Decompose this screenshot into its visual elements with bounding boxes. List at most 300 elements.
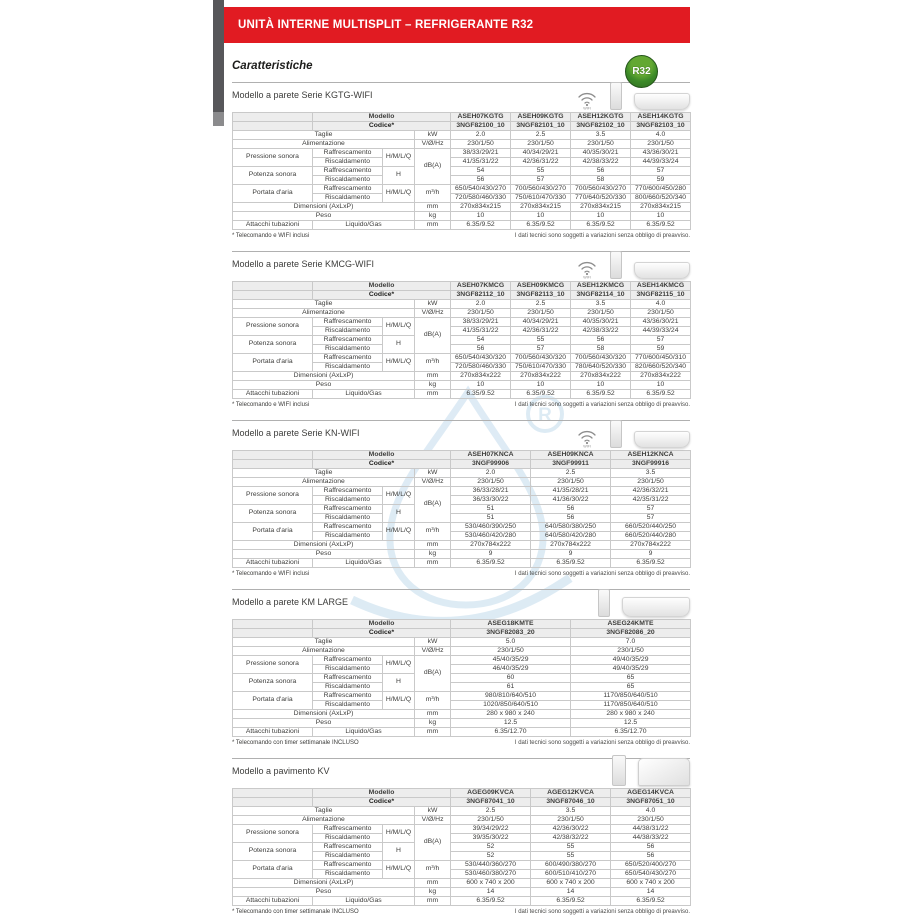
unit-cell: mm: [415, 559, 451, 568]
row-label: Portata d'aria: [233, 523, 313, 541]
model-code: 3NGF82115_10: [631, 291, 691, 300]
remote-control-image: [610, 82, 622, 110]
value-cell: 6.35/9.52: [531, 559, 611, 568]
value-cell: 2.5: [451, 807, 531, 816]
value-cell: 40/35/30/21: [571, 318, 631, 327]
value-cell: 770/600/450/280: [631, 185, 691, 194]
value-cell: 6.35/9.52: [451, 897, 531, 906]
value-cell: 6.35/9.52: [451, 559, 531, 568]
value-cell: 42/36/32/21: [611, 487, 691, 496]
footnote-left: * Telecomando e WIFI inclusi: [232, 571, 310, 577]
svg-text:WIFI: WIFI: [583, 275, 591, 280]
row-label: Potenza sonora: [233, 674, 313, 692]
value-cell: 2.5: [511, 131, 571, 140]
model-code: 3NGF87051_10: [611, 798, 691, 807]
unit-cell: kW: [415, 469, 451, 478]
row-label: Dimensioni (AxLxP): [233, 203, 415, 212]
sub-label: Riscaldamento: [313, 532, 383, 541]
spec-table: [232, 619, 691, 737]
model-code: 3NGF87041_10: [451, 798, 531, 807]
row-label: Peso: [233, 550, 415, 559]
value-cell: 530/460/380/270: [451, 870, 531, 879]
value-cell: 43/36/30/21: [631, 318, 691, 327]
value-cell: 6.35/9.52: [631, 390, 691, 399]
model-code: 3NGF82086_20: [571, 629, 691, 638]
table-row: [233, 807, 691, 816]
value-cell: 650/540/430/320: [451, 354, 511, 363]
sub-label: Raffrescamento: [313, 318, 383, 327]
value-cell: 230/1/50: [631, 309, 691, 318]
table-row: [233, 300, 691, 309]
value-cell: 40/34/29/21: [511, 149, 571, 158]
value-cell: 55: [531, 843, 611, 852]
value-cell: 46/40/35/29: [451, 665, 571, 674]
sub-label: Riscaldamento: [313, 363, 383, 372]
row-label: Alimentazione: [233, 647, 415, 656]
sub-label: Riscaldamento: [313, 514, 383, 523]
row-label: Taglie: [233, 300, 415, 309]
table-row: [233, 629, 691, 638]
spec-table: [232, 281, 691, 399]
sub-label: Liquido/Gas: [313, 221, 415, 230]
product-icons: [576, 420, 690, 448]
value-cell: 980/810/640/510: [451, 692, 571, 701]
value-cell: 230/1/50: [571, 140, 631, 149]
value-cell: 44/39/33/24: [631, 158, 691, 167]
table-row: [233, 212, 691, 221]
value-cell: 10: [631, 381, 691, 390]
table-cell: [233, 122, 313, 131]
value-cell: 61: [451, 683, 571, 692]
footnote-left: * Telecomando e WIFI inclusi: [232, 233, 310, 239]
sub-label: Riscaldamento: [313, 327, 383, 336]
value-cell: 3.5: [571, 131, 631, 140]
value-cell: 800/660/520/340: [631, 194, 691, 203]
value-cell: 700/560/430/320: [571, 354, 631, 363]
table-row: [233, 789, 691, 798]
spec-table: [232, 112, 691, 230]
value-cell: 600 x 740 x 200: [451, 879, 531, 888]
row-label: Dimensioni (AxLxP): [233, 710, 415, 719]
row-label: Alimentazione: [233, 140, 415, 149]
row-label: Taglie: [233, 807, 415, 816]
row-label: Attacchi tubazioni: [233, 897, 313, 906]
value-cell: 57: [611, 514, 691, 523]
value-cell: 230/1/50: [511, 140, 571, 149]
product-icons: [612, 755, 690, 786]
value-cell: 59: [631, 345, 691, 354]
unit-cell: kg: [415, 719, 451, 728]
row-label: Portata d'aria: [233, 185, 313, 203]
value-cell: 58: [571, 345, 631, 354]
table-row: [233, 656, 691, 665]
table-row: [233, 647, 691, 656]
value-cell: 530/440/360/270: [451, 861, 531, 870]
value-cell: 6.35/9.52: [571, 221, 631, 230]
value-cell: 56: [611, 843, 691, 852]
model-name: AGEG12KVCA: [531, 789, 611, 798]
model-name: ASEH14KMCG: [631, 282, 691, 291]
value-cell: 6.35/9.52: [451, 221, 511, 230]
footnote-right: I dati tecnici sono soggetti a variazioni senza obbligo di preavviso.: [514, 909, 690, 915]
value-cell: 14: [611, 888, 691, 897]
table-row: [233, 816, 691, 825]
table-cell: [233, 620, 313, 629]
table-cell: [233, 451, 313, 460]
row-label: Dimensioni (AxLxP): [233, 541, 415, 550]
footnote-left: * Telecomando con timer settimanale INCLUSO: [232, 740, 359, 746]
table-cell: [233, 282, 313, 291]
value-cell: 57: [511, 176, 571, 185]
value-cell: 6.35/9.52: [571, 390, 631, 399]
value-cell: 9: [451, 550, 531, 559]
r32-badge: [625, 55, 658, 88]
value-cell: 41/35/31/22: [451, 327, 511, 336]
spec-table-host: [232, 788, 690, 906]
unit-cell: mm: [415, 541, 451, 550]
value-cell: 600 x 740 x 200: [531, 879, 611, 888]
value-cell: 230/1/50: [531, 816, 611, 825]
value-cell: 600/490/380/270: [531, 861, 611, 870]
table-row: [233, 140, 691, 149]
unit-cell: dB(A): [415, 825, 451, 861]
unit-cell: m³/h: [415, 354, 451, 372]
unit-cell: dB(A): [415, 656, 451, 692]
spec-table-host: [232, 450, 690, 568]
table-row: [233, 122, 691, 131]
value-cell: 42/38/33/22: [571, 327, 631, 336]
table-row: [233, 487, 691, 496]
row-label: Potenza sonora: [233, 505, 313, 523]
row-label: Pressione sonora: [233, 656, 313, 674]
row-label: Potenza sonora: [233, 843, 313, 861]
table-row: [233, 638, 691, 647]
sub-label: Liquido/Gas: [313, 897, 415, 906]
value-cell: 56: [451, 345, 511, 354]
section-km-large: [232, 589, 690, 748]
table-row: [233, 719, 691, 728]
value-cell: 700/560/430/270: [571, 185, 631, 194]
value-cell: 6.35/9.52: [511, 221, 571, 230]
row-label: Peso: [233, 381, 415, 390]
value-cell: 3.5: [611, 469, 691, 478]
wifi-icon: [576, 258, 598, 279]
qualifier-cell: H/M/L/Q: [383, 354, 415, 372]
qualifier-cell: H: [383, 336, 415, 354]
model-name: ASEH09KNCA: [531, 451, 611, 460]
value-cell: 42/38/33/22: [571, 158, 631, 167]
value-cell: 3.5: [571, 300, 631, 309]
row-label: Potenza sonora: [233, 336, 313, 354]
model-code: 3NGF87046_10: [531, 798, 611, 807]
spec-table-host: [232, 619, 690, 737]
value-cell: 6.35/12.70: [571, 728, 691, 737]
value-cell: 40/34/29/21: [511, 318, 571, 327]
value-cell: 1170/850/640/510: [571, 701, 691, 710]
table-row: [233, 469, 691, 478]
model-code: 3NGF99906: [451, 460, 531, 469]
footnote-left: * Telecomando con timer settimanale INCLUSO: [232, 909, 359, 915]
row-label: Taglie: [233, 469, 415, 478]
row-label: Alimentazione: [233, 309, 415, 318]
value-cell: 36/33/30/22: [451, 496, 531, 505]
unit-cell: kW: [415, 807, 451, 816]
row-label: Alimentazione: [233, 478, 415, 487]
row-label: Dimensioni (AxLxP): [233, 372, 415, 381]
value-cell: 270x834x222: [571, 372, 631, 381]
row-label: Attacchi tubazioni: [233, 221, 313, 230]
value-cell: 1170/850/640/510: [571, 692, 691, 701]
sub-label: Liquido/Gas: [313, 728, 415, 737]
modello-header: Modello: [313, 113, 451, 122]
row-label: Pressione sonora: [233, 318, 313, 336]
qualifier-cell: H/M/L/Q: [383, 523, 415, 541]
value-cell: 270x834x215: [451, 203, 511, 212]
unit-cell: mm: [415, 221, 451, 230]
product-icons: [598, 589, 690, 617]
table-row: [233, 372, 691, 381]
value-cell: 720/580/460/330: [451, 363, 511, 372]
model-name: ASEG24KMTE: [571, 620, 691, 629]
value-cell: 660/520/440/250: [611, 523, 691, 532]
unit-cell: V/Ø/Hz: [415, 647, 451, 656]
value-cell: 640/580/420/280: [531, 532, 611, 541]
table-row: [233, 460, 691, 469]
value-cell: 640/580/380/250: [531, 523, 611, 532]
table-row: [233, 861, 691, 870]
table-row: [233, 728, 691, 737]
footnote-right: I dati tecnici sono soggetti a variazioni senza obbligo di preavviso.: [514, 233, 690, 239]
unit-cell: V/Ø/Hz: [415, 478, 451, 487]
table-row: [233, 451, 691, 460]
model-code: 3NGF99911: [531, 460, 611, 469]
table-row: [233, 674, 691, 683]
row-label: Pressione sonora: [233, 825, 313, 843]
unit-cell: mm: [415, 390, 451, 399]
table-row: [233, 336, 691, 345]
table-cell: [233, 798, 313, 807]
value-cell: 270x784x222: [611, 541, 691, 550]
table-row: [233, 221, 691, 230]
model-name: AGEG14KVCA: [611, 789, 691, 798]
value-cell: 59: [631, 176, 691, 185]
table-cell: [233, 629, 313, 638]
sub-label: Raffrescamento: [313, 692, 383, 701]
section-title: Modello a pavimento KV: [232, 766, 330, 776]
sub-label: Liquido/Gas: [313, 559, 415, 568]
value-cell: 43/36/30/21: [631, 149, 691, 158]
table-row: [233, 185, 691, 194]
row-label: Portata d'aria: [233, 861, 313, 879]
value-cell: 230/1/50: [511, 309, 571, 318]
value-cell: 820/660/520/340: [631, 363, 691, 372]
model-name: ASEH12KGTG: [571, 113, 631, 122]
value-cell: 44/38/31/22: [611, 825, 691, 834]
table-row: [233, 505, 691, 514]
wifi-icon: [576, 427, 598, 448]
value-cell: 270x784x222: [531, 541, 611, 550]
row-label: Attacchi tubazioni: [233, 728, 313, 737]
value-cell: 55: [531, 852, 611, 861]
sub-label: Liquido/Gas: [313, 390, 415, 399]
value-cell: 270x784x222: [451, 541, 531, 550]
sub-label: Raffrescamento: [313, 354, 383, 363]
sub-label: Riscaldamento: [313, 665, 383, 674]
row-label: Peso: [233, 888, 415, 897]
value-cell: 600/510/410/270: [531, 870, 611, 879]
page-edge-shadow: [213, 0, 224, 112]
qualifier-cell: H: [383, 505, 415, 523]
qualifier-cell: H/M/L/Q: [383, 861, 415, 879]
wall-unit-image: [634, 93, 690, 110]
section-kmcg-wifi: [232, 251, 690, 410]
value-cell: 9: [611, 550, 691, 559]
value-cell: 7.0: [571, 638, 691, 647]
value-cell: 650/540/430/270: [451, 185, 511, 194]
value-cell: 56: [571, 336, 631, 345]
value-cell: 650/540/430/270: [611, 870, 691, 879]
value-cell: 41/36/30/22: [531, 496, 611, 505]
unit-cell: kg: [415, 381, 451, 390]
row-label: Alimentazione: [233, 816, 415, 825]
remote-control-image: [610, 420, 622, 448]
qualifier-cell: H: [383, 674, 415, 692]
unit-cell: m³/h: [415, 185, 451, 203]
row-label: Attacchi tubazioni: [233, 559, 313, 568]
model-name: ASEH07KNCA: [451, 451, 531, 460]
value-cell: 2.5: [511, 300, 571, 309]
unit-cell: kW: [415, 638, 451, 647]
model-name: AGEG09KVCA: [451, 789, 531, 798]
spec-table: [232, 788, 691, 906]
value-cell: 530/460/390/250: [451, 523, 531, 532]
value-cell: 54: [451, 167, 511, 176]
wall-unit-image: [622, 597, 690, 617]
unit-cell: m³/h: [415, 861, 451, 879]
value-cell: 42/36/31/22: [511, 327, 571, 336]
table-row: [233, 318, 691, 327]
table-row: [233, 167, 691, 176]
footnote-left: * Telecomando e WIFI inclusi: [232, 402, 310, 408]
sub-label: Raffrescamento: [313, 336, 383, 345]
value-cell: 65: [571, 674, 691, 683]
table-row: [233, 620, 691, 629]
value-cell: 12.5: [451, 719, 571, 728]
row-label: Peso: [233, 212, 415, 221]
value-cell: 40/35/30/21: [571, 149, 631, 158]
table-cell: [233, 789, 313, 798]
value-cell: 230/1/50: [571, 647, 691, 656]
row-label: Dimensioni (AxLxP): [233, 879, 415, 888]
value-cell: 56: [531, 514, 611, 523]
value-cell: 55: [511, 336, 571, 345]
unit-cell: kW: [415, 300, 451, 309]
value-cell: 6.35/9.52: [611, 897, 691, 906]
value-cell: 1020/850/640/510: [451, 701, 571, 710]
value-cell: 49/40/35/29: [571, 665, 691, 674]
table-cell: [233, 291, 313, 300]
value-cell: 54: [451, 336, 511, 345]
codice-header: Codice*: [313, 291, 451, 300]
model-code: 3NGF82103_10: [631, 122, 691, 131]
table-row: [233, 282, 691, 291]
table-row: [233, 550, 691, 559]
value-cell: 42/35/31/22: [611, 496, 691, 505]
value-cell: 52: [451, 843, 531, 852]
value-cell: 270x834x215: [571, 203, 631, 212]
value-cell: 51: [451, 514, 531, 523]
product-icons: [576, 251, 690, 279]
value-cell: 230/1/50: [631, 140, 691, 149]
value-cell: 270x834x215: [631, 203, 691, 212]
value-cell: 270x834x222: [631, 372, 691, 381]
value-cell: 6.35/9.52: [531, 897, 611, 906]
model-name: ASEH07KGTG: [451, 113, 511, 122]
table-row: [233, 381, 691, 390]
unit-cell: kg: [415, 212, 451, 221]
content-column: [232, 0, 690, 917]
value-cell: 230/1/50: [531, 478, 611, 487]
sub-label: Raffrescamento: [313, 523, 383, 532]
value-cell: 230/1/50: [571, 309, 631, 318]
qualifier-cell: H/M/L/Q: [383, 825, 415, 843]
model-code: 3NGF82083_20: [451, 629, 571, 638]
unit-cell: V/Ø/Hz: [415, 309, 451, 318]
model-name: ASEH12KMCG: [571, 282, 631, 291]
value-cell: 56: [531, 505, 611, 514]
value-cell: 230/1/50: [451, 309, 511, 318]
table-row: [233, 559, 691, 568]
sub-label: Riscaldamento: [313, 683, 383, 692]
sub-label: Raffrescamento: [313, 843, 383, 852]
value-cell: 660/520/440/280: [611, 532, 691, 541]
value-cell: 650/520/400/270: [611, 861, 691, 870]
value-cell: 230/1/50: [451, 816, 531, 825]
table-row: [233, 131, 691, 140]
value-cell: 700/560/430/270: [511, 185, 571, 194]
unit-cell: m³/h: [415, 523, 451, 541]
table-cell: [233, 460, 313, 469]
table-row: [233, 897, 691, 906]
value-cell: 4.0: [631, 131, 691, 140]
sub-label: Raffrescamento: [313, 167, 383, 176]
modello-header: Modello: [313, 620, 451, 629]
sub-label: Riscaldamento: [313, 176, 383, 185]
value-cell: 65: [571, 683, 691, 692]
section-title: Modello a parete KM LARGE: [232, 597, 349, 607]
value-cell: 57: [631, 336, 691, 345]
value-cell: 230/1/50: [611, 478, 691, 487]
sub-label: Raffrescamento: [313, 656, 383, 665]
value-cell: 58: [571, 176, 631, 185]
value-cell: 42/36/30/22: [531, 825, 611, 834]
row-label: Peso: [233, 719, 415, 728]
value-cell: 3.5: [531, 807, 611, 816]
model-name: ASEG18KMTE: [451, 620, 571, 629]
row-label: Pressione sonora: [233, 149, 313, 167]
table-row: [233, 354, 691, 363]
value-cell: 230/1/50: [451, 647, 571, 656]
value-cell: 10: [631, 212, 691, 221]
model-name: ASEH07KMCG: [451, 282, 511, 291]
value-cell: 56: [611, 852, 691, 861]
row-label: Portata d'aria: [233, 354, 313, 372]
value-cell: 5.0: [451, 638, 571, 647]
value-cell: 2.0: [451, 469, 531, 478]
unit-cell: mm: [415, 372, 451, 381]
value-cell: 39/35/30/22: [451, 834, 531, 843]
section-title: Modello a parete Serie KMCG-WIFI: [232, 259, 375, 269]
